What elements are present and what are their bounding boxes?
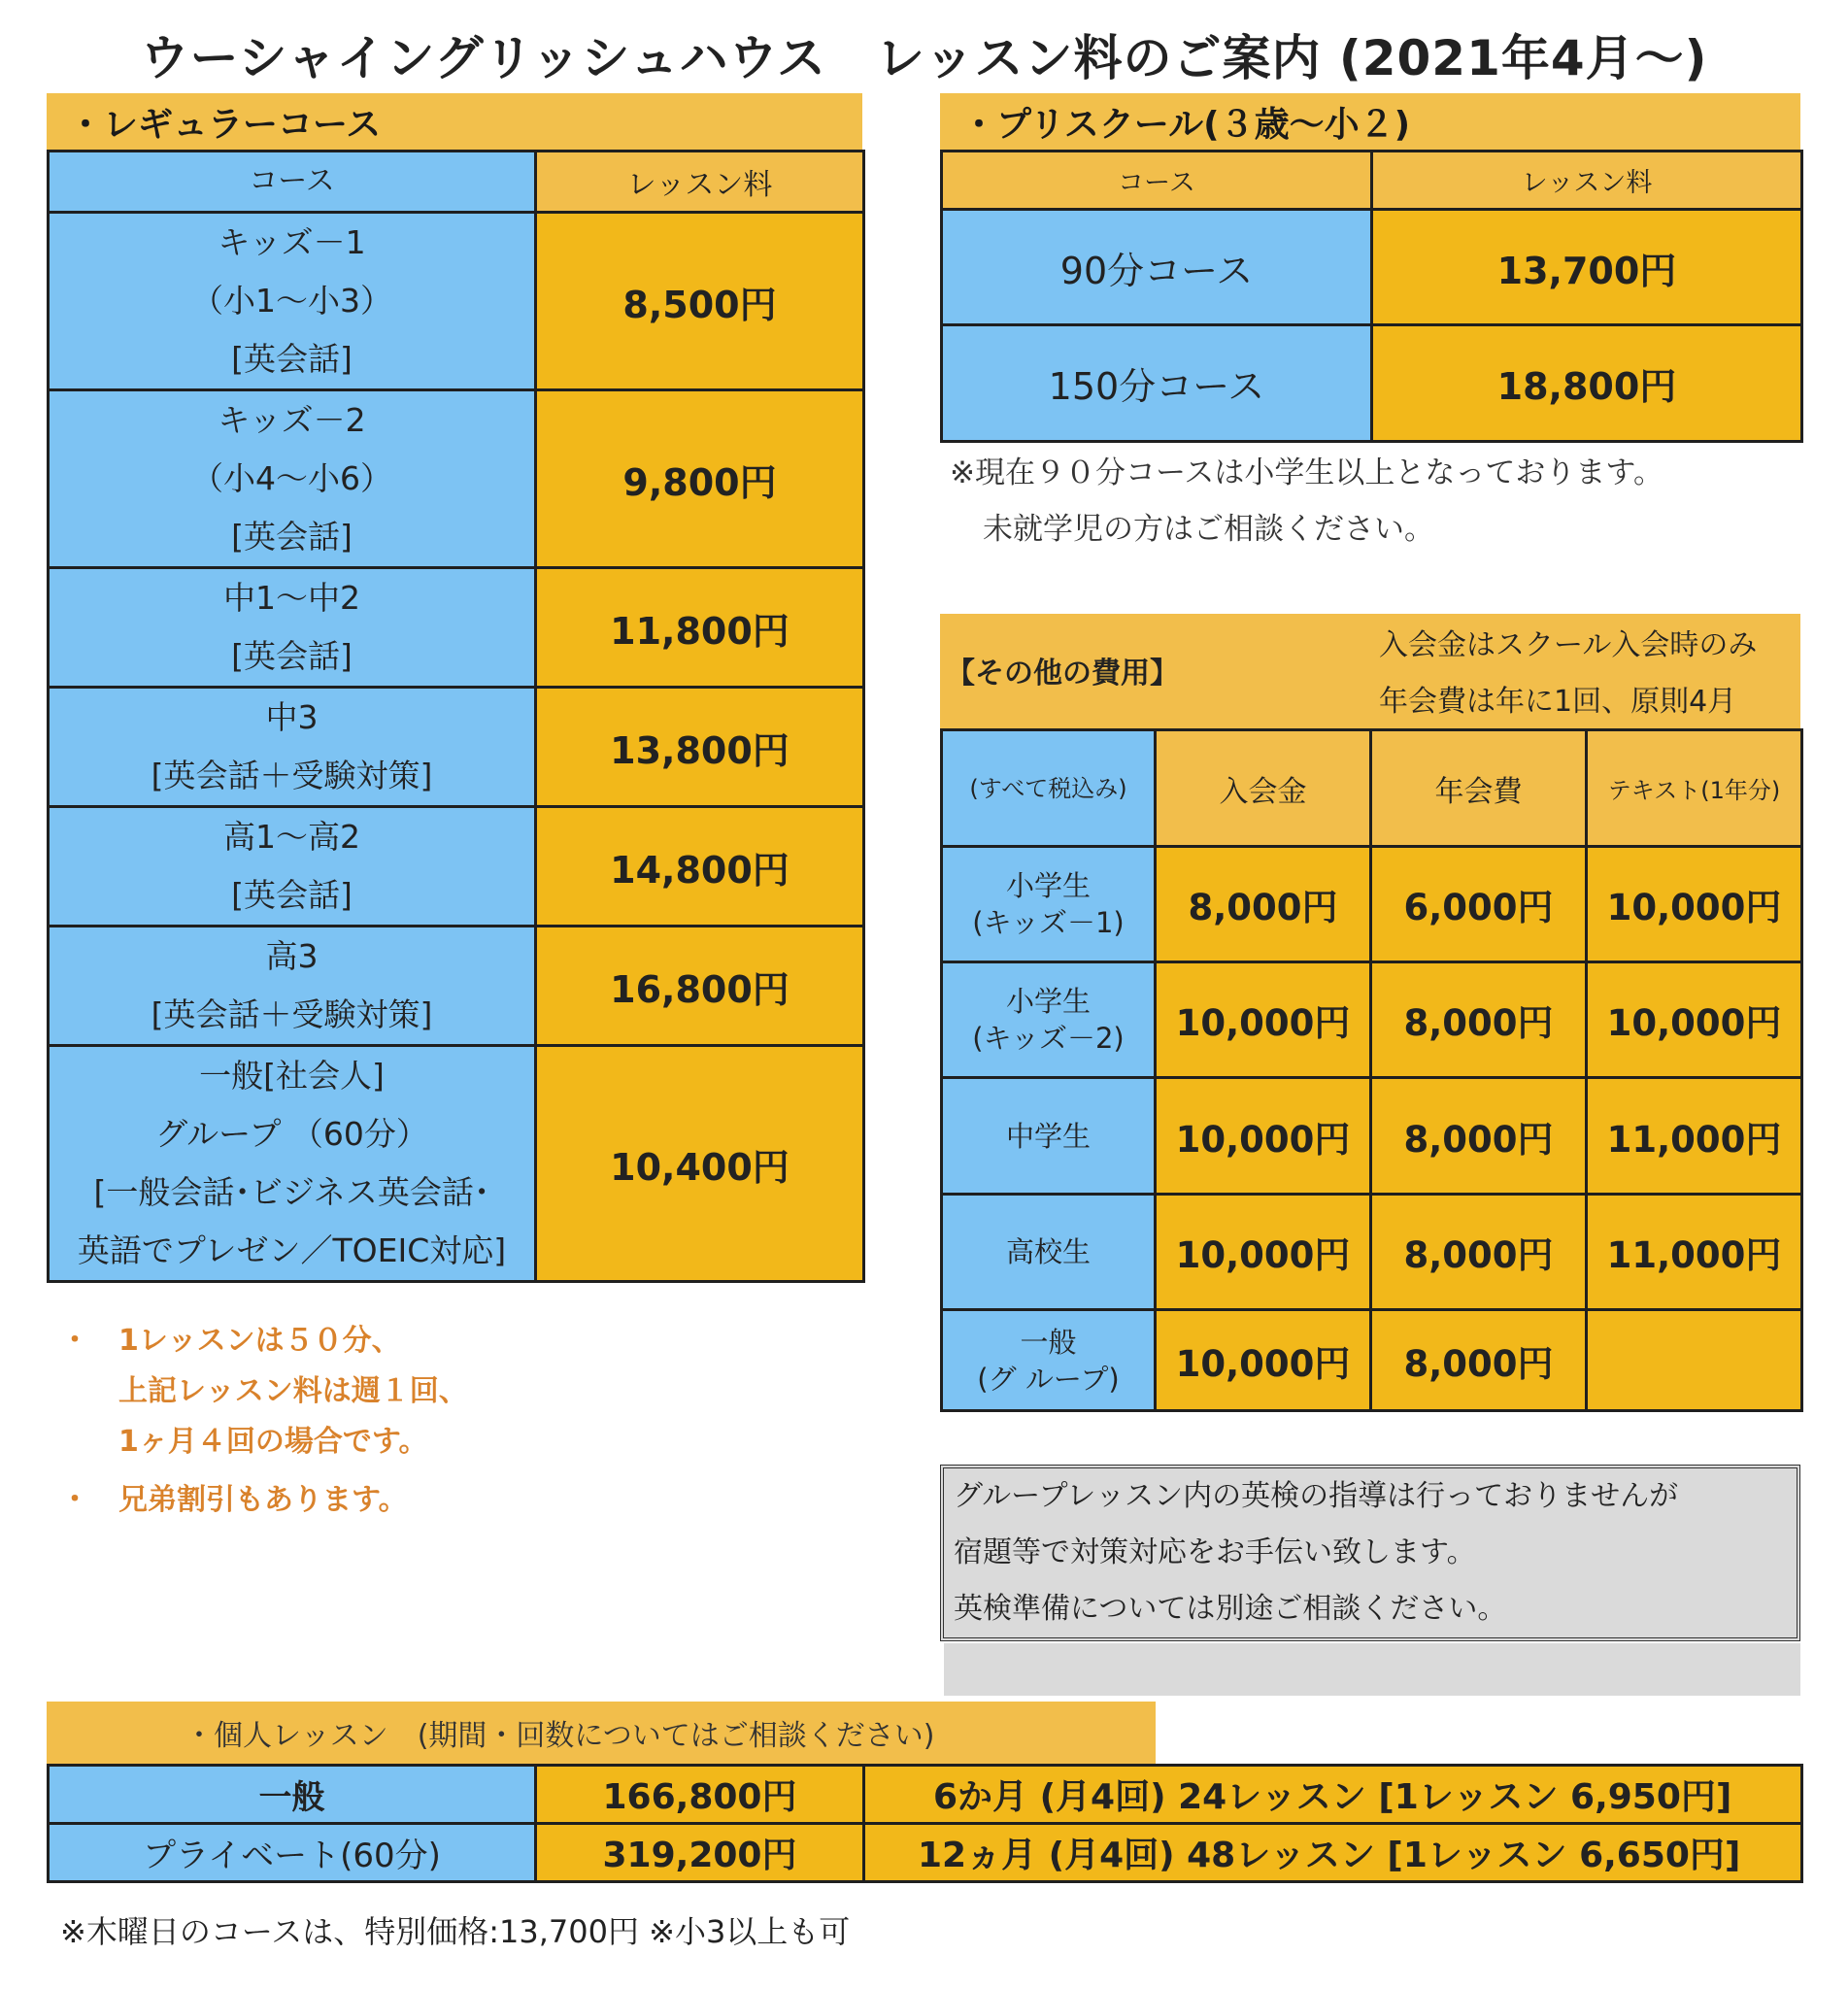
join-fee: 8,000円 (1156, 847, 1371, 962)
text-fee (1587, 1310, 1802, 1411)
course-fee: 10,400円 (536, 1046, 864, 1282)
preschool-note: ※現在９０分コースは小学生以上となっております。 未就学児の方はご相談ください。 (950, 455, 1663, 547)
course-fee: 8,500円 (536, 213, 864, 390)
course-name: 高1～高2 [英会話] (49, 807, 536, 927)
lesson-notes: ・ 1レッスンは５０分、 上記レッスン料は週１回、 1ヶ月４回の場合です。 ・ 兄弟割引もあります。 (60, 1324, 468, 1517)
course-name: 一般[社会人] グループ （60分） [一般会話･ビジネス英会話･ 英語でプレゼン／TOEIC対応] (49, 1046, 536, 1282)
table-row (942, 962, 1802, 1078)
regular-section-heading: ・レギュラーコース (47, 93, 862, 150)
table-row (49, 390, 864, 568)
eiken-note-box: グループレッスン内の英検の指導は行っておりませんが 宿題等で対策対応をお手伝い致します。 英検準備については別途ご相談ください。 (940, 1465, 1800, 1641)
course-name: 90分コース (942, 210, 1372, 325)
other-fees-heading: 【その他の費用】 (946, 657, 1179, 691)
table-row (49, 1824, 1802, 1882)
tax-note-header: (すべて税込み) (942, 730, 1156, 847)
join-fee: 10,000円 (1156, 1078, 1371, 1195)
text-fee-header: テキスト(1年分) (1587, 730, 1802, 847)
course-fee: 13,700円 (1372, 210, 1802, 325)
course-fee: 13,800円 (536, 688, 864, 807)
individual-lesson-table (47, 1764, 1803, 1883)
individual-price: 166,800円 (536, 1766, 864, 1824)
table-row (49, 1046, 864, 1282)
student-category: 小学生 (キッズ－1) (942, 847, 1156, 962)
course-fee: 16,800円 (536, 927, 864, 1046)
table-row (49, 688, 864, 807)
other-fees-table (940, 728, 1803, 1412)
join-fee: 10,000円 (1156, 1195, 1371, 1310)
table-row (49, 927, 864, 1046)
individual-plan: 12ヵ月 (月4回) 48レッスン [1レッスン 6,650円] (864, 1824, 1802, 1882)
student-category: 中学生 (942, 1078, 1156, 1195)
course-fee: 14,800円 (536, 807, 864, 927)
course-column-header: コース (49, 152, 536, 213)
join-fee-header: 入会金 (1156, 730, 1371, 847)
annual-fee-header: 年会費 (1371, 730, 1587, 847)
annual-fee: 6,000円 (1371, 847, 1587, 962)
individual-label-line1: 一般 (49, 1766, 536, 1824)
table-row (942, 210, 1802, 325)
fee-column-header: レッスン料 (536, 152, 864, 213)
course-name: キッズ－2 （小4～小6） [英会話] (49, 390, 536, 568)
footnote: ※木曜日のコースは、特別価格:13,700円 ※小3以上も可 (60, 1913, 851, 1950)
course-name: 高3 [英会話＋受験対策] (49, 927, 536, 1046)
join-fee: 10,000円 (1156, 962, 1371, 1078)
annual-fee: 8,000円 (1371, 1195, 1587, 1310)
course-name: 150分コース (942, 325, 1372, 442)
table-row (49, 213, 864, 390)
table-row (942, 1078, 1802, 1195)
annual-fee: 8,000円 (1371, 1310, 1587, 1411)
table-row (49, 568, 864, 688)
text-fee: 10,000円 (1587, 847, 1802, 962)
individual-label-line2: プライベート(60分) (49, 1824, 536, 1882)
student-category: 一般 (グ ループ) (942, 1310, 1156, 1411)
course-column-header: コース (942, 152, 1372, 210)
table-row (942, 1310, 1802, 1411)
page-title: ウーシャイングリッシュハウス レッスン料のご案内 (2021年4月～) (140, 30, 1708, 86)
table-row (942, 325, 1802, 442)
regular-table-header (49, 152, 864, 213)
individual-price: 319,200円 (536, 1824, 864, 1882)
grey-strip (944, 1643, 1800, 1696)
regular-course-table (47, 150, 865, 1283)
course-name: キッズ－1 （小1～小3） [英会話] (49, 213, 536, 390)
table-row (49, 807, 864, 927)
preschool-table-header (942, 152, 1802, 210)
preschool-section-heading: ・プリスクール(３歳～小２) (940, 93, 1800, 150)
course-fee: 18,800円 (1372, 325, 1802, 442)
table-row (942, 1195, 1802, 1310)
other-fees-heading-bar (940, 614, 1800, 730)
student-category: 小学生 (キッズ－2) (942, 962, 1156, 1078)
text-fee: 11,000円 (1587, 1195, 1802, 1310)
text-fee: 11,000円 (1587, 1078, 1802, 1195)
individual-plan: 6か月 (月4回) 24レッスン [1レッスン 6,950円] (864, 1766, 1802, 1824)
student-category: 高校生 (942, 1195, 1156, 1310)
table-row (49, 1766, 1802, 1824)
preschool-table (940, 150, 1803, 443)
other-fees-notes: 入会金はスクール入会時のみ 年会費は年に1回、原則4月 (1379, 628, 1758, 719)
fee-column-header: レッスン料 (1372, 152, 1802, 210)
table-row (942, 847, 1802, 962)
course-fee: 9,800円 (536, 390, 864, 568)
course-name: 中3 [英会話＋受験対策] (49, 688, 536, 807)
join-fee: 10,000円 (1156, 1310, 1371, 1411)
annual-fee: 8,000円 (1371, 1078, 1587, 1195)
text-fee: 10,000円 (1587, 962, 1802, 1078)
individual-section-heading: ・個人レッスン (期間・回数についてはご相談ください) (47, 1702, 1156, 1764)
course-name: 中1～中2 [英会話] (49, 568, 536, 688)
annual-fee: 8,000円 (1371, 962, 1587, 1078)
course-fee: 11,800円 (536, 568, 864, 688)
other-table-header (942, 730, 1802, 847)
